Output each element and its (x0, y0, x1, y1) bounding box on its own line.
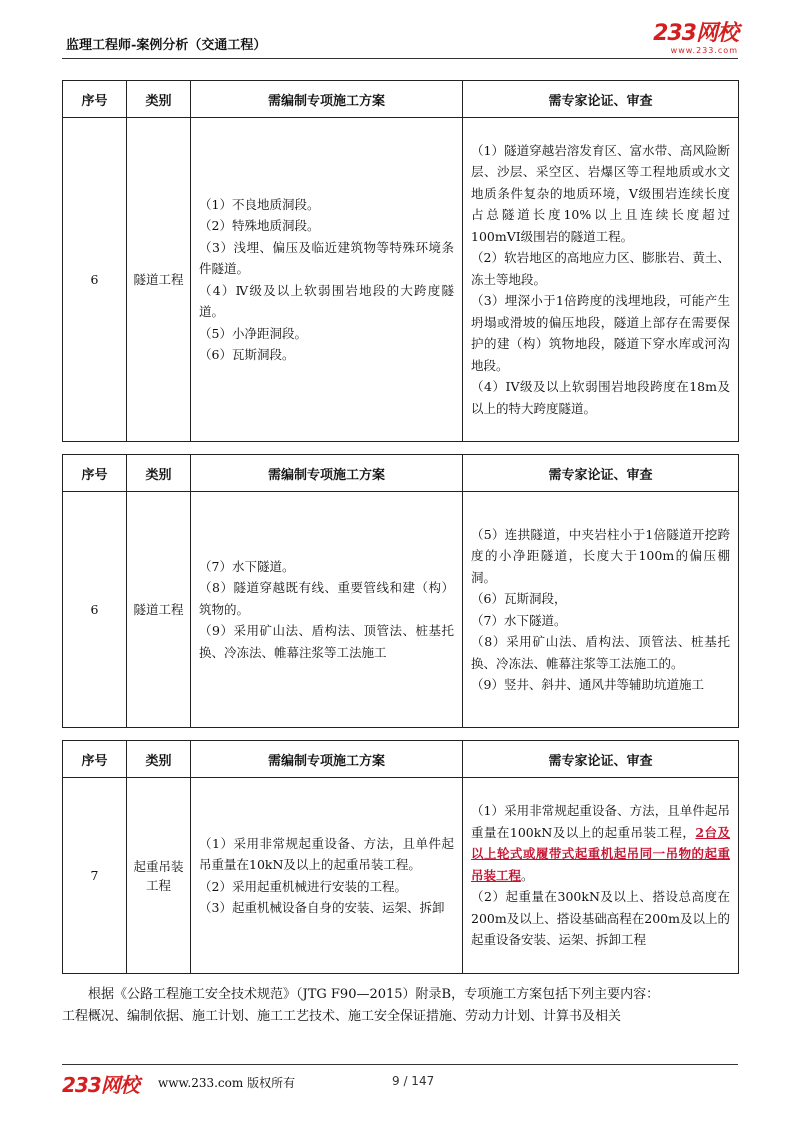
plan-item: （7）水下隧道。 (199, 558, 295, 574)
paragraph-line: 工程概况、编制依据、施工计划、施工工艺技术、施工安全保证措施、劳动力计划、计算书及相关 (62, 1009, 622, 1024)
plan-item: （1）不良地质洞段。 (199, 196, 320, 212)
expert-item: （2）起重量在300kN及以上、搭设总高度在200m及以上、搭设基础高程在200m及以上的起重设备安装、运架、拆卸工程 (471, 889, 730, 948)
row-number: 6 (63, 118, 127, 442)
table-row (63, 118, 739, 442)
expert-item-text: 。 (521, 867, 534, 883)
plan-item: （1）采用非常规起重设备、方法，且单件起吊重量在10kN及以上的起重吊装工程。 (199, 835, 454, 872)
expert-item: （4）IV级及以上软弱围岩地段跨度在18m及以上的特大跨度隧道。 (471, 379, 730, 416)
col-header-category: 类别 (127, 741, 191, 778)
expert-item: （7）水下隧道。 (471, 612, 567, 628)
table-header-row (63, 455, 739, 492)
col-header-category: 类别 (127, 455, 191, 492)
col-header-plan: 需编制专项施工方案 (191, 455, 463, 492)
expert-cell (463, 778, 739, 974)
expert-item: （9）竖井、斜井、通风井等辅助坑道施工 (471, 677, 704, 692)
plan-item: （6）瓦斯洞段。 (199, 347, 295, 362)
col-header-plan: 需编制专项施工方案 (191, 81, 463, 118)
page-footer (62, 1064, 738, 1097)
plan-item: （2）采用起重机械进行安装的工程。 (199, 878, 407, 894)
plan-item: （3）起重机械设备自身的安装、运架、拆卸 (199, 900, 445, 915)
plan-item: （5）小净距洞段。 (199, 325, 307, 341)
col-header-no: 序号 (63, 81, 127, 118)
spec-table-2 (62, 454, 739, 728)
row-number: 7 (63, 778, 127, 974)
expert-item: （3）埋深小于1倍跨度的浅埋地段，可能产生坍塌或滑坡的偏压地段，隧道上部存在需要保护的建（构）筑物地段，隧道下穿水库或河沟地段。 (471, 293, 730, 373)
col-header-expert: 需专家论证、审查 (463, 81, 739, 118)
expert-item: （1）隧道穿越岩溶发育区、富水带、高风险断层、沙层、采空区、岩爆区等工程地质或水文地质条件复杂的地质环境，V级围岩连续长度占总隧道长度10%以上且连续长度超过100mVI级围岩的隧道工程。 (471, 142, 730, 244)
expert-item-text: （1）采用非常规起重设备、方法，且单件起吊重量在100kN及以上的起重吊装工程， (471, 803, 730, 840)
plan-item: （9）采用矿山法、盾构法、顶管法、桩基托换、冷冻法、帷幕注浆等工法施工 (199, 623, 454, 660)
logo-url: www.233.com (670, 46, 738, 55)
row-category: 隧道工程 (127, 118, 191, 442)
row-category: 起重吊装工程 (127, 778, 191, 974)
expert-item: （8）采用矿山法、盾构法、顶管法、桩基托换、冷冻法、帷幕注浆等工法施工的。 (471, 634, 730, 671)
col-header-no: 序号 (63, 455, 127, 492)
expert-cell (463, 118, 739, 442)
row-category: 隧道工程 (127, 492, 191, 728)
paragraph-line: 根据《公路工程施工安全技术规范》（JTG F90—2015）附录B，专项施工方案包括下列主要内容： (88, 987, 660, 1002)
plan-cell (191, 492, 463, 728)
highlighted-text: 2台及以上轮式或履带式起重机起吊同一吊物的起重吊装工程 (471, 824, 731, 883)
plan-item: （3）浅埋、偏压及临近建筑物等特殊环境条件隧道。 (199, 239, 454, 276)
row-number: 6 (63, 492, 127, 728)
page-number: 9 / 147 (392, 1074, 435, 1088)
document-title: 监理工程师-案例分析（交通工程） (66, 38, 267, 53)
plan-item: （2）特殊地质洞段。 (199, 218, 320, 233)
spec-table-3 (62, 740, 739, 974)
table-header-row (63, 81, 739, 118)
spec-table-1 (62, 80, 739, 442)
table-row (63, 492, 739, 728)
plan-item: （8）隧道穿越既有线、重要管线和建（构）筑物的。 (199, 580, 454, 617)
body-paragraph (62, 984, 738, 1028)
plan-cell (191, 778, 463, 974)
col-header-expert: 需专家论证、审查 (463, 741, 739, 778)
col-header-expert: 需专家论证、审查 (463, 455, 739, 492)
footer-copyright: www.233.com 版权所有 (158, 1076, 296, 1090)
col-header-no: 序号 (63, 741, 127, 778)
footer-logo: 233网校 (62, 1073, 139, 1097)
expert-cell (463, 492, 739, 728)
page-header (62, 22, 738, 59)
table-header-row (63, 741, 739, 778)
expert-item: （2）软岩地区的高地应力区、膨胀岩、黄土、冻土等地段。 (471, 250, 730, 287)
plan-item: （4）Ⅳ级及以上软弱围岩地段的大跨度隧道。 (199, 282, 454, 319)
col-header-plan: 需编制专项施工方案 (191, 741, 463, 778)
plan-cell (191, 118, 463, 442)
expert-item (471, 800, 730, 886)
expert-item: （6）瓦斯洞段， (471, 591, 567, 606)
table-row (63, 778, 739, 974)
expert-item: （5）连拱隧道，中夹岩柱小于1倍隧道开挖跨度的小净距隧道，长度大于100m的偏压棚洞。 (471, 526, 730, 585)
brand-logo (653, 22, 738, 55)
logo-text: 233网校 (653, 21, 738, 46)
col-header-category: 类别 (127, 81, 191, 118)
